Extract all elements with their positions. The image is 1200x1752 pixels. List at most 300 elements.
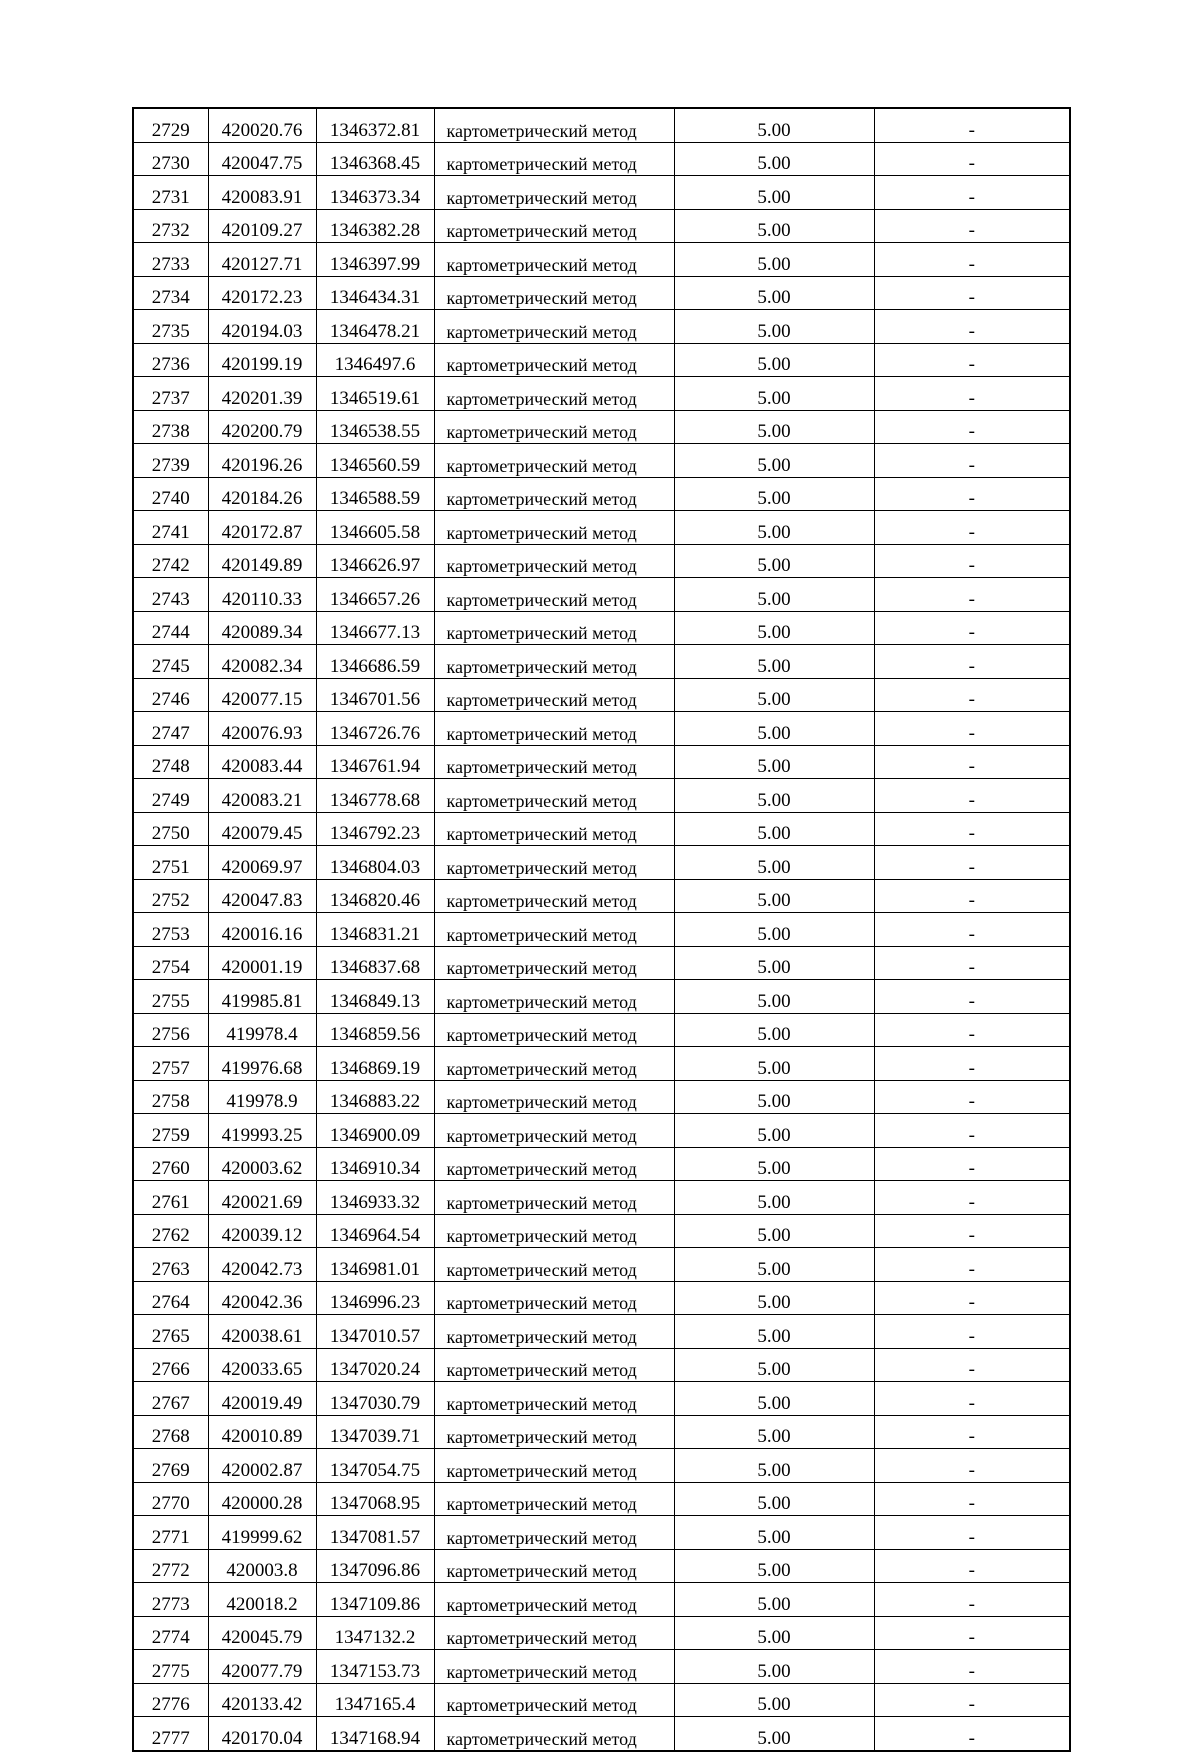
point-number-cell: 2734 [133,276,208,310]
accuracy-cell: 5.00 [674,1415,874,1449]
description-cell: - [874,276,1070,310]
table-row [133,980,1070,1014]
method-cell: картометрический метод [434,1415,674,1449]
y-coordinate-cell: 1346368.45 [316,142,434,176]
table-row [133,1549,1070,1583]
x-coordinate-cell: 420110.33 [208,578,316,612]
description-cell: - [874,980,1070,1014]
accuracy-cell: 5.00 [674,1080,874,1114]
y-coordinate-cell: 1347165.4 [316,1683,434,1717]
table-row [133,1683,1070,1717]
table-row [133,1415,1070,1449]
table-row [133,108,1070,142]
description-cell: - [874,1281,1070,1315]
description-cell: - [874,1717,1070,1751]
y-coordinate-cell: 1346883.22 [316,1080,434,1114]
description-cell: - [874,410,1070,444]
description-cell: - [874,1516,1070,1550]
description-cell: - [874,946,1070,980]
table-row [133,511,1070,545]
method-cell: картометрический метод [434,1080,674,1114]
point-number-cell: 2766 [133,1348,208,1382]
table-row [133,578,1070,612]
description-cell: - [874,1382,1070,1416]
accuracy-cell: 5.00 [674,1650,874,1684]
method-cell: картометрический метод [434,645,674,679]
accuracy-cell: 5.00 [674,1549,874,1583]
description-cell: - [874,678,1070,712]
x-coordinate-cell: 420001.19 [208,946,316,980]
accuracy-cell: 5.00 [674,343,874,377]
accuracy-cell: 5.00 [674,108,874,142]
y-coordinate-cell: 1347010.57 [316,1315,434,1349]
method-cell: картометрический метод [434,310,674,344]
point-number-cell: 2747 [133,712,208,746]
accuracy-cell: 5.00 [674,1449,874,1483]
x-coordinate-cell: 420003.62 [208,1147,316,1181]
accuracy-cell: 5.00 [674,544,874,578]
x-coordinate-cell: 420077.79 [208,1650,316,1684]
point-number-cell: 2761 [133,1181,208,1215]
y-coordinate-cell: 1346373.34 [316,176,434,210]
description-cell: - [874,1080,1070,1114]
table-row [133,645,1070,679]
y-coordinate-cell: 1346726.76 [316,712,434,746]
y-coordinate-cell: 1346372.81 [316,108,434,142]
x-coordinate-cell: 419978.9 [208,1080,316,1114]
point-number-cell: 2753 [133,913,208,947]
description-cell: - [874,176,1070,210]
x-coordinate-cell: 420149.89 [208,544,316,578]
x-coordinate-cell: 420033.65 [208,1348,316,1382]
table-row [133,142,1070,176]
x-coordinate-cell: 420076.93 [208,712,316,746]
method-cell: картометрический метод [434,1248,674,1282]
point-number-cell: 2731 [133,176,208,210]
x-coordinate-cell: 420039.12 [208,1214,316,1248]
description-cell: - [874,812,1070,846]
accuracy-cell: 5.00 [674,913,874,947]
table-row [133,243,1070,277]
accuracy-cell: 5.00 [674,1482,874,1516]
x-coordinate-cell: 420042.73 [208,1248,316,1282]
y-coordinate-cell: 1346792.23 [316,812,434,846]
point-number-cell: 2736 [133,343,208,377]
accuracy-cell: 5.00 [674,444,874,478]
point-number-cell: 2750 [133,812,208,846]
point-number-cell: 2764 [133,1281,208,1315]
accuracy-cell: 5.00 [674,276,874,310]
point-number-cell: 2754 [133,946,208,980]
accuracy-cell: 5.00 [674,1013,874,1047]
table-row [133,176,1070,210]
accuracy-cell: 5.00 [674,980,874,1014]
table-row [133,1114,1070,1148]
accuracy-cell: 5.00 [674,1214,874,1248]
point-number-cell: 2771 [133,1516,208,1550]
description-cell: - [874,779,1070,813]
x-coordinate-cell: 420194.03 [208,310,316,344]
accuracy-cell: 5.00 [674,946,874,980]
y-coordinate-cell: 1346605.58 [316,511,434,545]
x-coordinate-cell: 420109.27 [208,209,316,243]
y-coordinate-cell: 1347068.95 [316,1482,434,1516]
x-coordinate-cell: 420069.97 [208,846,316,880]
description-cell: - [874,310,1070,344]
y-coordinate-cell: 1346657.26 [316,578,434,612]
point-number-cell: 2730 [133,142,208,176]
table-row [133,1449,1070,1483]
table-row [133,310,1070,344]
table-row [133,1482,1070,1516]
accuracy-cell: 5.00 [674,477,874,511]
table-row [133,611,1070,645]
x-coordinate-cell: 420199.19 [208,343,316,377]
y-coordinate-cell: 1346626.97 [316,544,434,578]
method-cell: картометрический метод [434,1683,674,1717]
x-coordinate-cell: 419978.4 [208,1013,316,1047]
accuracy-cell: 5.00 [674,1717,874,1751]
description-cell: - [874,1214,1070,1248]
point-number-cell: 2769 [133,1449,208,1483]
x-coordinate-cell: 420083.44 [208,745,316,779]
y-coordinate-cell: 1346497.6 [316,343,434,377]
table-row [133,1281,1070,1315]
method-cell: картометрический метод [434,1281,674,1315]
y-coordinate-cell: 1347030.79 [316,1382,434,1416]
y-coordinate-cell: 1346859.56 [316,1013,434,1047]
description-cell: - [874,611,1070,645]
x-coordinate-cell: 420010.89 [208,1415,316,1449]
accuracy-cell: 5.00 [674,176,874,210]
y-coordinate-cell: 1346588.59 [316,477,434,511]
x-coordinate-cell: 420077.15 [208,678,316,712]
point-number-cell: 2735 [133,310,208,344]
accuracy-cell: 5.00 [674,1281,874,1315]
method-cell: картометрический метод [434,511,674,545]
x-coordinate-cell: 420021.69 [208,1181,316,1215]
coordinates-table-body [133,108,1070,1751]
method-cell: картометрический метод [434,712,674,746]
method-cell: картометрический метод [434,343,674,377]
method-cell: картометрический метод [434,1147,674,1181]
point-number-cell: 2746 [133,678,208,712]
point-number-cell: 2745 [133,645,208,679]
y-coordinate-cell: 1346869.19 [316,1047,434,1081]
description-cell: - [874,1449,1070,1483]
y-coordinate-cell: 1346910.34 [316,1147,434,1181]
x-coordinate-cell: 420047.75 [208,142,316,176]
accuracy-cell: 5.00 [674,1248,874,1282]
method-cell: картометрический метод [434,1315,674,1349]
description-cell: - [874,1583,1070,1617]
y-coordinate-cell: 1346686.59 [316,645,434,679]
y-coordinate-cell: 1347168.94 [316,1717,434,1751]
accuracy-cell: 5.00 [674,1516,874,1550]
y-coordinate-cell: 1346849.13 [316,980,434,1014]
point-number-cell: 2740 [133,477,208,511]
point-number-cell: 2755 [133,980,208,1014]
method-cell: картометрический метод [434,1650,674,1684]
y-coordinate-cell: 1346701.56 [316,678,434,712]
method-cell: картометрический метод [434,1114,674,1148]
description-cell: - [874,913,1070,947]
accuracy-cell: 5.00 [674,1382,874,1416]
x-coordinate-cell: 420083.91 [208,176,316,210]
method-cell: картометрический метод [434,276,674,310]
x-coordinate-cell: 420184.26 [208,477,316,511]
method-cell: картометрический метод [434,209,674,243]
method-cell: картометрический метод [434,980,674,1014]
accuracy-cell: 5.00 [674,1683,874,1717]
point-number-cell: 2762 [133,1214,208,1248]
y-coordinate-cell: 1347081.57 [316,1516,434,1550]
point-number-cell: 2772 [133,1549,208,1583]
point-number-cell: 2768 [133,1415,208,1449]
description-cell: - [874,511,1070,545]
method-cell: картометрический метод [434,243,674,277]
y-coordinate-cell: 1347132.2 [316,1616,434,1650]
table-row [133,444,1070,478]
description-cell: - [874,1147,1070,1181]
x-coordinate-cell: 420172.87 [208,511,316,545]
point-number-cell: 2763 [133,1248,208,1282]
y-coordinate-cell: 1346837.68 [316,946,434,980]
x-coordinate-cell: 420200.79 [208,410,316,444]
description-cell: - [874,1181,1070,1215]
x-coordinate-cell: 420038.61 [208,1315,316,1349]
description-cell: - [874,1650,1070,1684]
y-coordinate-cell: 1346560.59 [316,444,434,478]
accuracy-cell: 5.00 [674,745,874,779]
table-row [133,410,1070,444]
y-coordinate-cell: 1346778.68 [316,779,434,813]
method-cell: картометрический метод [434,176,674,210]
description-cell: - [874,1549,1070,1583]
description-cell: - [874,712,1070,746]
accuracy-cell: 5.00 [674,645,874,679]
y-coordinate-cell: 1347153.73 [316,1650,434,1684]
x-coordinate-cell: 419993.25 [208,1114,316,1148]
coordinates-table [132,107,1071,1752]
method-cell: картометрический метод [434,812,674,846]
point-number-cell: 2752 [133,879,208,913]
accuracy-cell: 5.00 [674,310,874,344]
description-cell: - [874,1315,1070,1349]
point-number-cell: 2765 [133,1315,208,1349]
point-number-cell: 2757 [133,1047,208,1081]
method-cell: картометрический метод [434,745,674,779]
y-coordinate-cell: 1346804.03 [316,846,434,880]
y-coordinate-cell: 1346820.46 [316,879,434,913]
y-coordinate-cell: 1346538.55 [316,410,434,444]
point-number-cell: 2739 [133,444,208,478]
point-number-cell: 2774 [133,1616,208,1650]
description-cell: - [874,745,1070,779]
table-row [133,1147,1070,1181]
table-row [133,1583,1070,1617]
table-row [133,1080,1070,1114]
accuracy-cell: 5.00 [674,1616,874,1650]
point-number-cell: 2758 [133,1080,208,1114]
description-cell: - [874,1248,1070,1282]
table-row [133,209,1070,243]
table-row [133,678,1070,712]
method-cell: картометрический метод [434,1348,674,1382]
table-row [133,745,1070,779]
y-coordinate-cell: 1346397.99 [316,243,434,277]
x-coordinate-cell: 420170.04 [208,1717,316,1751]
method-cell: картометрический метод [434,142,674,176]
point-number-cell: 2748 [133,745,208,779]
x-coordinate-cell: 420018.2 [208,1583,316,1617]
table-row [133,1616,1070,1650]
y-coordinate-cell: 1346900.09 [316,1114,434,1148]
accuracy-cell: 5.00 [674,678,874,712]
method-cell: картометрический метод [434,544,674,578]
description-cell: - [874,209,1070,243]
table-row [133,879,1070,913]
table-row [133,276,1070,310]
table-row [133,846,1070,880]
point-number-cell: 2744 [133,611,208,645]
accuracy-cell: 5.00 [674,1147,874,1181]
description-cell: - [874,243,1070,277]
table-row [133,913,1070,947]
y-coordinate-cell: 1346434.31 [316,276,434,310]
table-row [133,1348,1070,1382]
method-cell: картометрический метод [434,1717,674,1751]
accuracy-cell: 5.00 [674,377,874,411]
point-number-cell: 2760 [133,1147,208,1181]
x-coordinate-cell: 420172.23 [208,276,316,310]
y-coordinate-cell: 1346478.21 [316,310,434,344]
method-cell: картометрический метод [434,1382,674,1416]
method-cell: картометрический метод [434,1013,674,1047]
description-cell: - [874,477,1070,511]
y-coordinate-cell: 1346933.32 [316,1181,434,1215]
accuracy-cell: 5.00 [674,243,874,277]
point-number-cell: 2743 [133,578,208,612]
description-cell: - [874,1114,1070,1148]
accuracy-cell: 5.00 [674,812,874,846]
accuracy-cell: 5.00 [674,578,874,612]
point-number-cell: 2776 [133,1683,208,1717]
point-number-cell: 2732 [133,209,208,243]
description-cell: - [874,645,1070,679]
table-row [133,1717,1070,1751]
y-coordinate-cell: 1346382.28 [316,209,434,243]
point-number-cell: 2749 [133,779,208,813]
y-coordinate-cell: 1346831.21 [316,913,434,947]
method-cell: картометрический метод [434,410,674,444]
x-coordinate-cell: 420045.79 [208,1616,316,1650]
accuracy-cell: 5.00 [674,511,874,545]
description-cell: - [874,1683,1070,1717]
method-cell: картометрический метод [434,444,674,478]
table-row [133,1248,1070,1282]
method-cell: картометрический метод [434,1181,674,1215]
point-number-cell: 2742 [133,544,208,578]
description-cell: - [874,1348,1070,1382]
table-row [133,343,1070,377]
table-row [133,1181,1070,1215]
table-row [133,1315,1070,1349]
method-cell: картометрический метод [434,1449,674,1483]
x-coordinate-cell: 420133.42 [208,1683,316,1717]
description-cell: - [874,377,1070,411]
y-coordinate-cell: 1346677.13 [316,611,434,645]
point-number-cell: 2777 [133,1717,208,1751]
description-cell: - [874,108,1070,142]
accuracy-cell: 5.00 [674,1315,874,1349]
description-cell: - [874,1013,1070,1047]
description-cell: - [874,1616,1070,1650]
x-coordinate-cell: 419976.68 [208,1047,316,1081]
table-row [133,1047,1070,1081]
accuracy-cell: 5.00 [674,1114,874,1148]
x-coordinate-cell: 420019.49 [208,1382,316,1416]
accuracy-cell: 5.00 [674,879,874,913]
method-cell: картометрический метод [434,1214,674,1248]
point-number-cell: 2759 [133,1114,208,1148]
x-coordinate-cell: 420002.87 [208,1449,316,1483]
method-cell: картометрический метод [434,1047,674,1081]
x-coordinate-cell: 420196.26 [208,444,316,478]
y-coordinate-cell: 1346519.61 [316,377,434,411]
point-number-cell: 2741 [133,511,208,545]
description-cell: - [874,1047,1070,1081]
point-number-cell: 2751 [133,846,208,880]
table-row [133,779,1070,813]
method-cell: картометрический метод [434,1583,674,1617]
description-cell: - [874,544,1070,578]
method-cell: картометрический метод [434,678,674,712]
table-row [133,946,1070,980]
y-coordinate-cell: 1347096.86 [316,1549,434,1583]
method-cell: картометрический метод [434,578,674,612]
description-cell: - [874,343,1070,377]
accuracy-cell: 5.00 [674,1047,874,1081]
table-row [133,1382,1070,1416]
accuracy-cell: 5.00 [674,611,874,645]
description-cell: - [874,879,1070,913]
accuracy-cell: 5.00 [674,846,874,880]
y-coordinate-cell: 1346996.23 [316,1281,434,1315]
method-cell: картометрический метод [434,477,674,511]
method-cell: картометрический метод [434,879,674,913]
x-coordinate-cell: 420083.21 [208,779,316,813]
method-cell: картометрический метод [434,1549,674,1583]
method-cell: картометрический метод [434,946,674,980]
method-cell: картометрический метод [434,1516,674,1550]
point-number-cell: 2773 [133,1583,208,1617]
accuracy-cell: 5.00 [674,410,874,444]
accuracy-cell: 5.00 [674,712,874,746]
table-row [133,477,1070,511]
table-row [133,812,1070,846]
x-coordinate-cell: 419985.81 [208,980,316,1014]
y-coordinate-cell: 1347039.71 [316,1415,434,1449]
x-coordinate-cell: 419999.62 [208,1516,316,1550]
y-coordinate-cell: 1346964.54 [316,1214,434,1248]
y-coordinate-cell: 1347020.24 [316,1348,434,1382]
method-cell: картометрический метод [434,913,674,947]
x-coordinate-cell: 420201.39 [208,377,316,411]
point-number-cell: 2737 [133,377,208,411]
x-coordinate-cell: 420127.71 [208,243,316,277]
table-row [133,1214,1070,1248]
